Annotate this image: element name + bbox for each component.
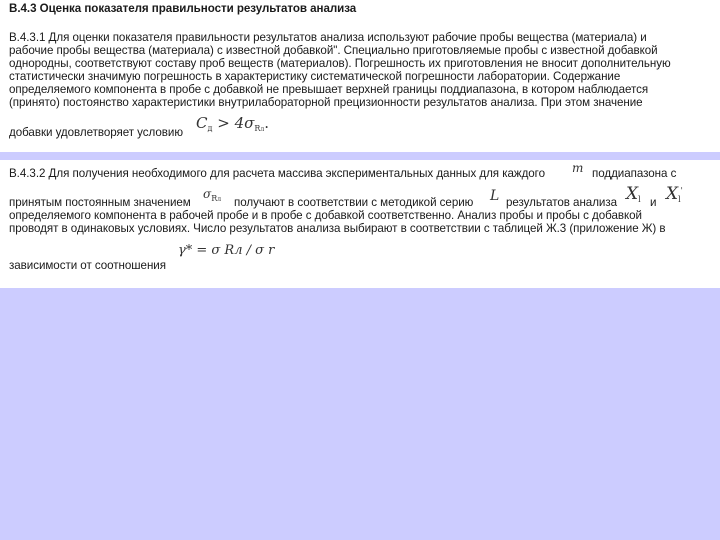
paragraph-line: зависимости от соотношения — [9, 259, 166, 272]
paragraph-line: (принято) постоянство характеристики внутрилабораторной прецизионности результатов анализа. При этом значение — [9, 96, 643, 109]
paragraph-line: определяемого компонента в рабочей пробе и в пробе с добавкой соответственно. Анализ пробы и пробы с добавкой — [9, 209, 642, 222]
paragraph-line: статистически значимую погрешность в характеристику систематической погрешности лаборатории. Содержание — [9, 70, 621, 83]
formula-X-prime: $X_l'$ — [666, 184, 683, 204]
formula-X: $X_l$ — [626, 184, 641, 204]
paragraph-line: однородны, соответствуют составу проб веществ (материалов). Погрешность их приготовления не вносит дополнительную — [9, 57, 671, 70]
paragraph-line: добавки удовлетворяет условию — [9, 126, 183, 139]
section-block-1 — [0, 0, 720, 152]
paragraph-line: результатов анализа — [506, 196, 618, 209]
paragraph-line: В.4.3.1 Для оценки показателя правильности результатов анализа используют рабочие пробы вещества (материала) и — [9, 31, 647, 44]
formula-sigma-r: $\sigma_{Rл}$ — [203, 187, 222, 203]
formula-L: L — [490, 188, 500, 204]
condition-formula: $C_д > 4\sigma_{Rл}$. — [196, 114, 269, 133]
paragraph-line: рабочие пробы вещества (материала) с известной добавкой". Специально приготовляемые пробы с известной добавкой — [9, 44, 658, 57]
formula-gamma: γ* = σ Rл / σ r — [178, 243, 275, 258]
section-heading: В.4.3 Оценка показателя правильности результатов анализа — [9, 2, 357, 15]
paragraph-line-end: поддиапазона с — [592, 167, 677, 180]
formula-m: m — [572, 161, 584, 175]
paragraph-line: В.4.3.2 Для получения необходимого для расчета массива экспериментальных данных для каждого — [9, 167, 546, 180]
paragraph-line: принятым постоянным значением — [9, 196, 191, 209]
paragraph-line: проводят в одинаковых условиях. Число результатов анализа выбирают в соответствии с таблицей Ж.3 (приложение Ж) в — [9, 222, 666, 235]
paragraph-line: получают в соответствии с методикой серию — [234, 196, 474, 209]
section-block-2 — [0, 160, 720, 288]
paragraph-line: определяемого компонента в пробе с добавкой не превышает верхней границы поддиапазона, в котором наблюдается — [9, 83, 649, 96]
paragraph-line: и — [650, 196, 657, 209]
